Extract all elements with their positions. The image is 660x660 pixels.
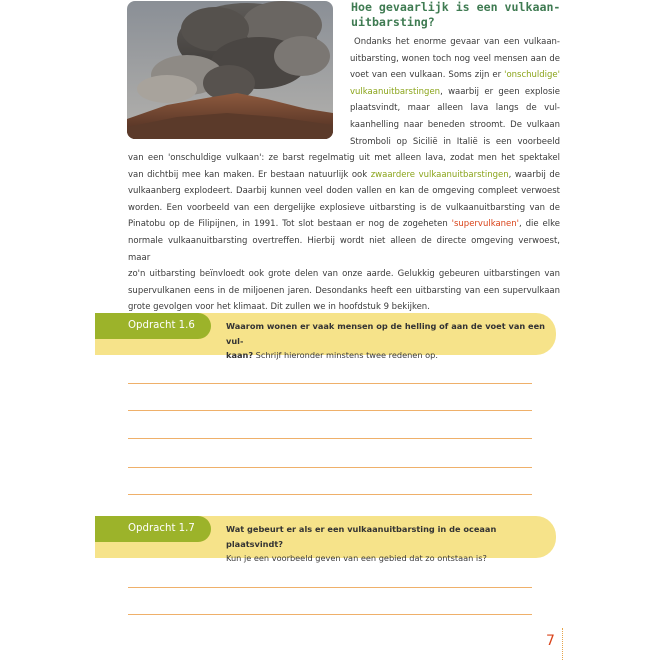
assignment-question: [226, 319, 546, 363]
text-line: [350, 51, 560, 68]
text-line: [350, 100, 560, 117]
text-line: [128, 167, 560, 184]
assignment-1-7: [95, 516, 556, 563]
text-line: [128, 216, 560, 233]
answer-line[interactable]: [128, 494, 532, 495]
heading-line: uitbarsting?: [351, 15, 435, 29]
intro-paragraph: [350, 34, 560, 150]
assignment-label: Opdracht 1.7: [95, 516, 211, 542]
text-segment: Pinatobu op de Filipijnen, in 1991. Tot slot bestaan er nog de zogeheten: [128, 219, 452, 230]
highlighted-term: zwaardere vulkaanuitbarstingen: [370, 169, 509, 180]
text-segment: , waarbij er geen explosie: [440, 86, 560, 97]
body-paragraph: [128, 150, 560, 316]
text-segment: worden. Een voorbeeld van een dergelijke explosieve uitbarsting is de vulkaanuitbarsting van de: [128, 202, 560, 213]
text-line: [350, 34, 560, 51]
text-segment: grote gevolgen voor het klimaat. Dit zullen we in hoofdstuk 9 bekijken.: [128, 302, 430, 313]
question-instruction: Schrijf hieronder minstens twee redenen op.: [253, 350, 438, 360]
volcano-illustration: [127, 1, 333, 139]
text-segment: Ondanks het enorme gevaar van een vulkaan-: [354, 37, 560, 47]
answer-line[interactable]: [128, 467, 532, 468]
answer-line[interactable]: [128, 438, 532, 439]
text-segment: vulkaanberg explodeert. Daarbij kunnen veel doden vallen en kan de omgeving compleet verwoest: [128, 186, 560, 197]
text-segment: voet van een vulkaan. Soms zijn er: [350, 70, 505, 81]
margin-dotted-line: [562, 628, 563, 660]
assignment-label: Opdracht 1.6: [95, 313, 211, 339]
volcano-eruption-photo: [127, 1, 333, 139]
page-number: 7: [546, 633, 555, 649]
text-line: [128, 183, 560, 200]
answer-line[interactable]: [128, 587, 532, 588]
text-segment: van dichtbij mee kan maken. Er bestaan natuurlijk ook: [128, 169, 371, 180]
text-segment: normale vulkaanuitbarsting overtreffen. Hierbij wordt niet alleen de directe omgeving verwoest, maar: [128, 235, 560, 263]
text-segment: van een 'onschuldige vulkaan': ze barst regelmatig uit met alleen lava, zodat men het spektakel: [128, 153, 560, 163]
text-segment: , die elke: [519, 219, 560, 230]
question-text-bold: Wat gebeurt er als er een vulkaanuitbarsting in de oceaan plaatsvindt?: [226, 524, 497, 549]
answer-line[interactable]: [128, 614, 532, 615]
text-segment: zo'n uitbarsting beïnvloedt ook grote delen van onze aarde. Gelukkig gebeuren uitbarstingen van: [128, 269, 560, 280]
text-segment: uitbarsting, wonen toch nog veel mensen aan de: [350, 53, 560, 64]
highlighted-term: 'supervulkanen': [451, 219, 520, 230]
text-segment: plaatsvindt, maar alleen lava langs de vul-: [350, 103, 560, 114]
text-line: [350, 84, 560, 101]
section-heading: [351, 0, 571, 30]
text-line: [128, 150, 560, 167]
text-segment: supervulkanen eens in de miljoenen jaren. Desondanks heeft een uitbarsting van een supervulkaan: [128, 285, 560, 296]
question-text-bold: kaan?: [226, 350, 254, 360]
text-line: [350, 117, 560, 134]
text-line: [128, 233, 560, 266]
text-line: [128, 200, 560, 217]
assignment-1-6: [95, 313, 556, 360]
text-line: [128, 266, 560, 283]
text-segment: kaanhelling naar beneden stroomt. De vulkaan: [350, 119, 560, 130]
text-segment: , waarbij de: [508, 169, 560, 180]
question-text-bold: Waarom wonen er vaak mensen op de helling of aan de voet van een vul-: [226, 321, 545, 346]
heading-line: Hoe gevaarlijk is een vulkaan-: [351, 0, 561, 14]
text-segment: Stromboli op Sicilië in Italië is een voorbeeld: [350, 136, 560, 147]
highlighted-term: vulkaanuitbarstingen: [350, 86, 441, 97]
text-line: [350, 134, 560, 151]
text-line: [128, 283, 560, 300]
assignment-question: [226, 522, 546, 566]
text-line: [350, 67, 560, 84]
question-instruction: Kun je een voorbeeld geven van een gebied dat zo ontstaan is?: [226, 553, 487, 563]
highlighted-term: 'onschuldige': [504, 70, 560, 81]
answer-line[interactable]: [128, 410, 532, 411]
answer-line[interactable]: [128, 383, 532, 384]
